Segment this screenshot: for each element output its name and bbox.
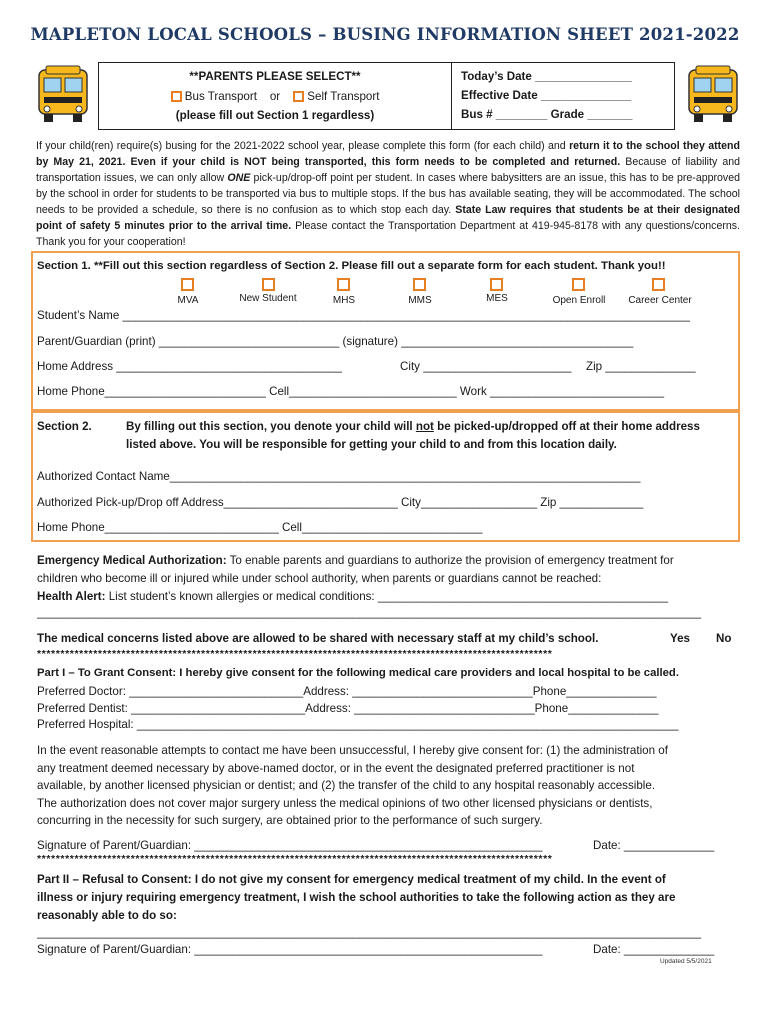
part-2-line-3: reasonably able to do so: — [37, 909, 177, 922]
consent-para-3: available, by another licensed physician or dentist; and (2) the transfer of the child to any hospital reasonably accessible. — [37, 779, 656, 792]
city-field[interactable]: City _______________________ — [400, 360, 572, 373]
consent-para-4: The authorization does not cover major surgery unless the medical opinions of two other licensed physicians or dentists, — [37, 797, 653, 810]
todays-date-field[interactable]: Today’s Date _______________ — [461, 70, 632, 83]
part-2-signature-field[interactable]: Signature of Parent/Guardian: ______________________________________________________ — [37, 943, 543, 956]
star-divider: ************************************************************************************************************** — [37, 648, 553, 660]
school-bus-icon — [686, 64, 740, 124]
authorized-contact-field[interactable]: Authorized Contact Name_________________________________________________________________________ — [37, 470, 641, 483]
consent-para-1: In the event reasonable attempts to contact me have been unsuccessful, I hereby give consent for: (1) the administration of — [37, 744, 668, 757]
preferred-doctor-field[interactable]: Preferred Doctor: ___________________________Address: ____________________________Phone______________ — [37, 685, 657, 698]
student-name-field[interactable]: Student’s Name ________________________________________________________________________________________ — [37, 309, 690, 322]
mes-checkbox[interactable] — [490, 278, 503, 291]
section-1-heading: Section 1. **Fill out this section regardless of Section 2. Please fill out a separate form for each student. Thank you!! — [37, 260, 666, 272]
section-2-text-2: listed above. You will be responsible for getting your child to and from this location daily. — [126, 438, 617, 451]
bus-grade-field[interactable]: Bus # ________ Grade _______ — [461, 108, 633, 121]
career-center-checkbox[interactable] — [652, 278, 665, 291]
section-2-phone-field[interactable]: Home Phone___________________________ Cell____________________________ — [37, 521, 483, 534]
select-label: **PARENTS PLEASE SELECT** — [189, 70, 361, 83]
or-label: or — [269, 90, 281, 103]
header-box — [98, 62, 675, 130]
mhs-label: MHS — [332, 295, 356, 306]
preferred-hospital-field[interactable]: Preferred Hospital: ____________________________________________________________________________________ — [37, 718, 679, 731]
updated-note: Updated 5/5/2021 — [660, 958, 712, 965]
effective-date-field[interactable]: Effective Date ______________ — [461, 89, 632, 102]
part-2-blank-line[interactable]: _______________________________________________________________________________________________________ — [37, 926, 702, 939]
school-bus-icon — [36, 64, 90, 124]
mva-checkbox[interactable] — [181, 278, 194, 291]
consent-para-2: any treatment deemed necessary by above-named doctor, or in the event the designated preferred practitioner is not — [37, 762, 635, 775]
part-2-line-2: illness or injury requiring emergency treatment, I wish the school authorities to take the following action as they are — [37, 891, 676, 904]
new-student-label: New Student — [239, 293, 297, 304]
part-2-date-field[interactable]: Date: ______________ — [593, 943, 715, 956]
health-alert-field[interactable]: Health Alert: List student’s known allergies or medical conditions: _____________________________________________ — [37, 590, 669, 603]
emergency-line-2: children who become ill or injured while under school authority, when parents or guardians cannot be reached: — [37, 572, 602, 585]
emergency-line-1: Emergency Medical Authorization: To enable parents and guardians to authorize the provision of emergency treatment for — [37, 554, 674, 567]
fill-note: (please fill out Section 1 regardless) — [175, 109, 375, 122]
section-2-label: Section 2. — [37, 420, 92, 433]
yes-option[interactable]: Yes — [670, 632, 690, 645]
new-student-checkbox[interactable] — [262, 278, 275, 291]
shared-consent-text: The medical concerns listed above are allowed to be shared with necessary staff at my child’s school. — [37, 632, 599, 645]
part-1-heading: Part I – To Grant Consent: I hereby give consent for the following medical care providers and local hospital to be called. — [37, 667, 679, 679]
consent-para-5: concurring in the necessity for such surgery, are obtained prior to the performance of such surgery. — [37, 814, 543, 827]
zip-field[interactable]: Zip ______________ — [586, 360, 696, 373]
self-transport-checkbox[interactable] — [293, 91, 304, 102]
mes-label: MES — [486, 293, 508, 304]
career-center-label: Career Center — [628, 295, 692, 306]
health-blank-line[interactable]: _______________________________________________________________________________________________________ — [37, 606, 702, 619]
bus-transport-label: Bus Transport — [184, 90, 257, 103]
parent-guardian-field[interactable]: Parent/Guardian (print) ____________________________ (signature) ____________________________________ — [37, 335, 634, 348]
mva-label: MVA — [177, 295, 199, 306]
home-phone-field[interactable]: Home Phone_________________________ Cell__________________________ Work ___________________________ — [37, 385, 665, 398]
open-enroll-checkbox[interactable] — [572, 278, 585, 291]
part-1-signature-field[interactable]: Signature of Parent/Guardian: ______________________________________________________ — [37, 839, 543, 852]
section-2-text: By filling out this section, you denote your child will not be picked-up/dropped off at their home address — [126, 420, 700, 433]
self-transport-label: Self Transport — [307, 90, 380, 103]
mms-checkbox[interactable] — [413, 278, 426, 291]
part-1-date-field[interactable]: Date: ______________ — [593, 839, 715, 852]
authorized-pickup-field[interactable]: Authorized Pick-up/Drop off Address___________________________ City__________________ Zip _____________ — [37, 496, 644, 509]
intro-paragraph: If your child(ren) require(s) busing for the 2021-2022 school year, please complete this form (for each child) and return it to the school they attend by May 21, 2021. Even if your child is NOT being transported, this form needs to be completed and returned. Because of liability and transportation issues, we can only allow ONE pick-up/drop-off point per student. In cases where babysitters are an issue, this has to be pre-approved by the school in order for students to be transported via bus to multiple stops. If the bus has available seating, they will be accommodated. The school needs to be provided a schedule, so there is no confusion as to which stop each day. State Law requires that students be at their designated point of safety 5 minutes prior to the arrival time. Please contact the Transportation Department at 419-945-8178 with any questions/concerns. Thank you for your cooperation! — [36, 140, 741, 248]
preferred-dentist-field[interactable]: Preferred Dentist: ___________________________Address: ____________________________Phone______________ — [37, 702, 659, 715]
no-option[interactable]: No — [716, 632, 732, 645]
mhs-checkbox[interactable] — [337, 278, 350, 291]
part-2-line-1: Part II – Refusal to Consent: I do not give my consent for emergency medical treatment of my child. In the event of — [37, 873, 666, 886]
star-divider: ************************************************************************************************************** — [37, 853, 553, 865]
bus-transport-checkbox[interactable] — [171, 91, 182, 102]
home-address-field[interactable]: Home Address ___________________________________ — [37, 360, 342, 373]
page-title: MAPLETON LOCAL SCHOOLS – BUSING INFORMATION SHEET 2021-2022 — [30, 25, 740, 44]
open-enroll-label: Open Enroll — [552, 295, 606, 306]
mms-label: MMS — [408, 295, 432, 306]
